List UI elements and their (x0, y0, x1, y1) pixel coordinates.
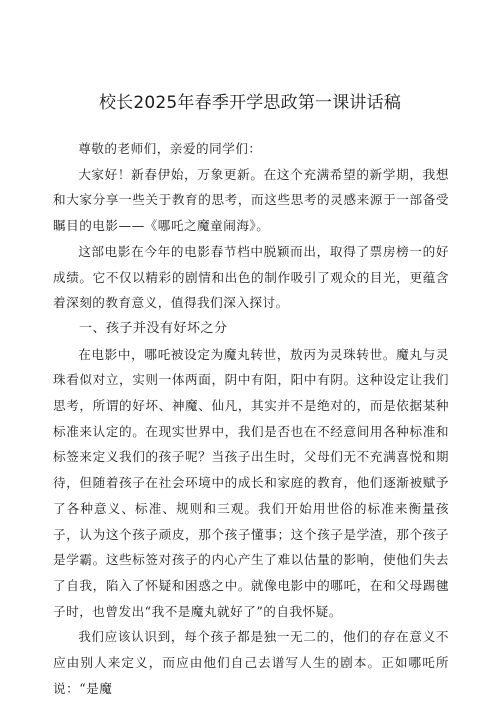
paragraph-movie: 这部电影在今年的电影春节档中脱颖而出，取得了票房榜一的好成绩。它不仅以精彩的剧情和出色的制作吸引了观众的目光，更蕴含着深刻的教育意义，值得我们深入探讨。 (53, 243, 449, 311)
section-heading: 一、孩子并没有好坏之分 (79, 320, 228, 336)
paragraph-section-2: 我们应该认识到，每个孩子都是独一无二的，他们的存在意义不应由别人来定义，而应由他们自己去谱写人生的剧本。正如哪吒所说：“是魔 (53, 629, 449, 696)
greeting-line: 尊敬的老师们，亲爱的同学们： (78, 141, 262, 156)
document-title: 校长2025年春季开学思政第一课讲话稿 (98, 93, 402, 113)
document-body (53, 136, 449, 701)
paragraph-intro: 大家好！新春伊始，万象更新。在这个充满希望的新学期，我想和大家分享一些关于教育的思考，而这些思考的灵感来源于一部备受瞩目的电影——《哪吒之魔童闹海》。 (53, 166, 449, 234)
paragraph-section-1: 在电影中，哪吒被设定为魔丸转世，敖丙为灵珠转世。魔丸与灵珠看似对立，实则一体两面，阴中有阳，阳中有阴。这种设定让我们思考，所谓的好坏、神魔、仙凡，其实并不是绝对的，而是依据某种标准来认定的。在现实世界中，我们是否也在不经意间用各种标准和标签来定义我们的孩子呢？当孩子出生时，父母们无不充满喜悦和期待，但随着孩子在社会环境中的成长和家庭的教育，他们逐渐被赋予了各种意义、标准、规则和三观。我们开始用世俗的标准来衡量孩子，认为这个孩子顽皮，那个孩子懂事；这个孩子是学渣，那个孩子是学霸。这些标签对孩子的内心产生了难以估量的影响，使他们失去了自我，陷入了怀疑和困惑之中。就像电影中的哪吒，在和父母踢毽子时，也曾发出“我不是魔丸就好了”的自我怀疑。 (53, 346, 449, 619)
